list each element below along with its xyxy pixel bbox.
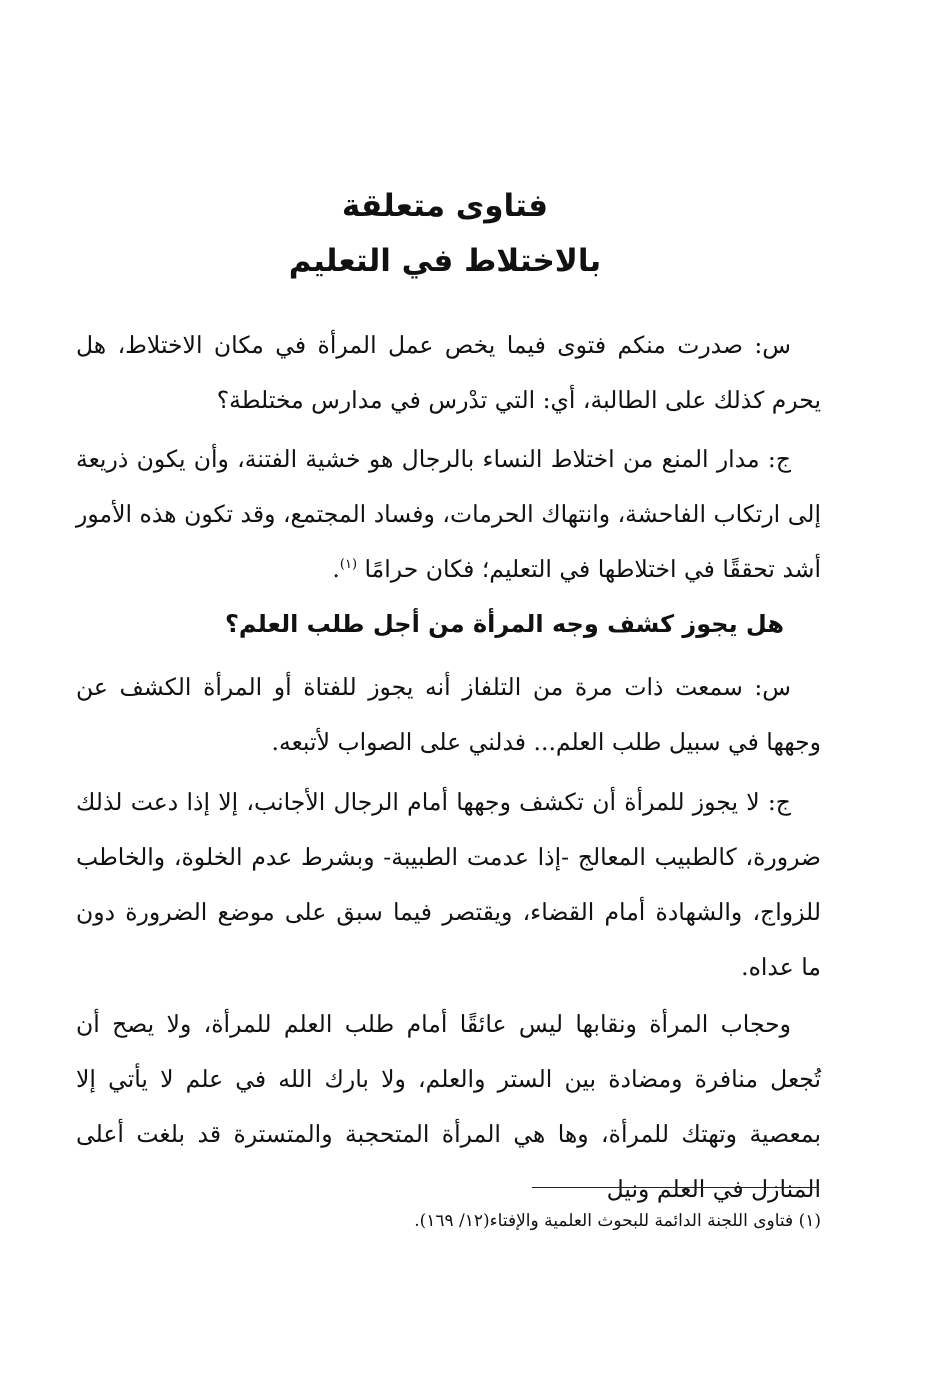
answer-1-paragraph — [76, 432, 821, 597]
answer-1-end: . — [332, 555, 340, 583]
footnote-reference: (١) — [339, 557, 358, 573]
page-title-line-2: بالاختلاط في التعليم — [288, 243, 602, 279]
paragraph-3-text: وحجاب المرأة ونقابها ليس عائقًا أمام طلب العلم للمرأة، ولا يصح أن تُجعل منافرة ومضادة بين الستر والعلم، ولا بارك الله في علم لا يأتي إلا بمعصية وتهتك للمرأة، وها هي المرأة المتحجبة والمتسترة قد بلغت أعلى المنازل في العلم ونيل — [76, 1010, 821, 1203]
page-title-line-1: فتاوى متعلقة — [341, 188, 549, 224]
section-subheading: هل يجوز كشف وجه المرأة من أجل طلب العلم؟ — [225, 610, 784, 638]
question-1-text: صدرت منكم فتوى فيما يخص عمل المرأة في مكان الاختلاط، هل يحرم كذلك على الطالبة، أي: التي تدْرس في مدارس مختلطة؟ — [76, 331, 821, 414]
question-1-paragraph — [76, 318, 821, 428]
question-1-prefix: س: — [754, 331, 791, 359]
question-2-prefix: س: — [754, 673, 791, 701]
answer-2-paragraph — [76, 775, 821, 995]
answer-1-prefix: ج: — [767, 445, 791, 473]
footnote-text: (١) فتاوى اللجنة الدائمة للبحوث العلمية والإفتاء(١٢/ ١٦٩). — [414, 1211, 821, 1231]
question-2-text: سمعت ذات مرة من التلفاز أنه يجوز للفتاة أو المرأة الكشف عن وجهها في سبيل طلب العلم... فدلني على الصواب لأتبعه. — [76, 673, 821, 756]
answer-2-prefix: ج: — [767, 788, 791, 816]
footnote-separator — [532, 1187, 819, 1188]
answer-2-text: لا يجوز للمرأة أن تكشف وجهها أمام الرجال الأجانب، إلا إذا دعت لذلك ضرورة، كالطبيب المعالج -إذا عدمت الطبيبة- وبشرط عدم الخلوة، والخاطب للزواج، والشهادة أمام القضاء، ويقتصر فيما سبق على موضع الضرورة دون ما عداه. — [76, 788, 821, 981]
body-paragraph-3 — [76, 997, 821, 1217]
answer-1-text: مدار المنع من اختلاط النساء بالرجال هو خشية الفتنة، وأن يكون ذريعة إلى ارتكاب الفاحشة، وانتهاك الحرمات، وفساد المجتمع، وقد تكون هذه الأمور أشد تحققًا في اختلاطها في التعليم؛ فكان حرامًا — [76, 445, 821, 583]
question-2-paragraph — [76, 660, 821, 770]
